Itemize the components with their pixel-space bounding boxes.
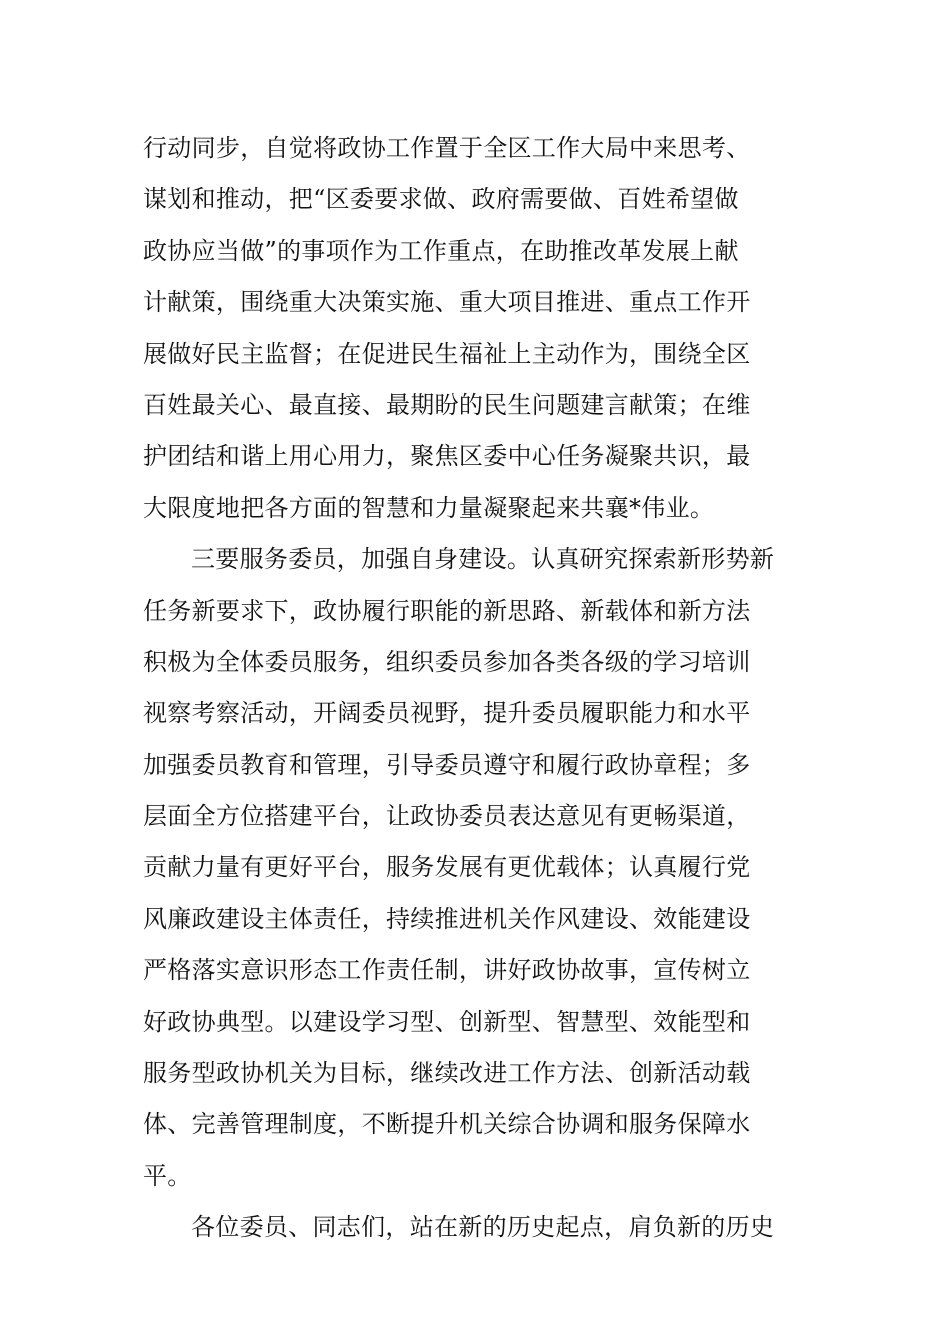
text-line: 平。 — [143, 1161, 192, 1190]
text-line: 积极为全体委员服务，组织委员参加各类各级的学习培训 — [143, 647, 751, 676]
paragraph-first-line: 三要服务委员，加强自身建设。认真研究探索新形势新 — [191, 545, 775, 574]
text-line: 大限度地把各方面的智慧和力量凝聚起来共襄*伟业。 — [143, 493, 715, 522]
text-line: 护团结和谐上用心用力，聚焦区委中心任务凝聚共识，最 — [143, 442, 751, 471]
body-text — [143, 123, 813, 1254]
paragraph-first-line: 各位委员、同志们，站在新的历史起点，肩负新的历史 — [191, 1213, 775, 1242]
text-line: 加强委员教育和管理，引导委员遵守和履行政协章程；多 — [143, 750, 751, 779]
text-line: 百姓最关心、最直接、最期盼的民生问题建言献策；在维 — [143, 390, 751, 419]
text-line: 计献策，围绕重大决策实施、重大项目推进、重点工作开 — [143, 288, 751, 317]
text-line: 层面全方位搭建平台，让政协委员表达意见有更畅渠道， — [143, 802, 751, 831]
text-line: 服务型政协机关为目标，继续改进工作方法、创新活动载 — [143, 1059, 751, 1088]
text-line: 好政协典型。以建设学习型、创新型、智慧型、效能型和 — [143, 1007, 751, 1036]
text-line: 视察考察活动，开阔委员视野，提升委员履职能力和水平 — [143, 699, 751, 728]
text-line: 贡献力量有更好平台，服务发展有更优载体；认真履行党 — [143, 853, 751, 882]
text-line: 体、完善管理制度，不断提升机关综合协调和服务保障水 — [143, 1110, 751, 1139]
text-line: 谋划和推动，把“区委要求做、政府需要做、百姓希望做 — [143, 185, 739, 214]
text-line: 任务新要求下，政协履行职能的新思路、新载体和新方法 — [143, 596, 751, 625]
text-line: 政协应当做”的事项作为工作重点，在助推改革发展上献 — [143, 236, 739, 265]
text-line: 风廉政建设主体责任，持续推进机关作风建设、效能建设 — [143, 904, 751, 933]
text-line: 行动同步，自觉将政协工作置于全区工作大局中来思考、 — [143, 134, 751, 162]
text-line: 严格落实意识形态工作责任制，讲好政协故事，宣传树立 — [143, 956, 751, 985]
text-line: 展做好民主监督；在促进民生福祉上主动作为，围绕全区 — [143, 339, 751, 368]
